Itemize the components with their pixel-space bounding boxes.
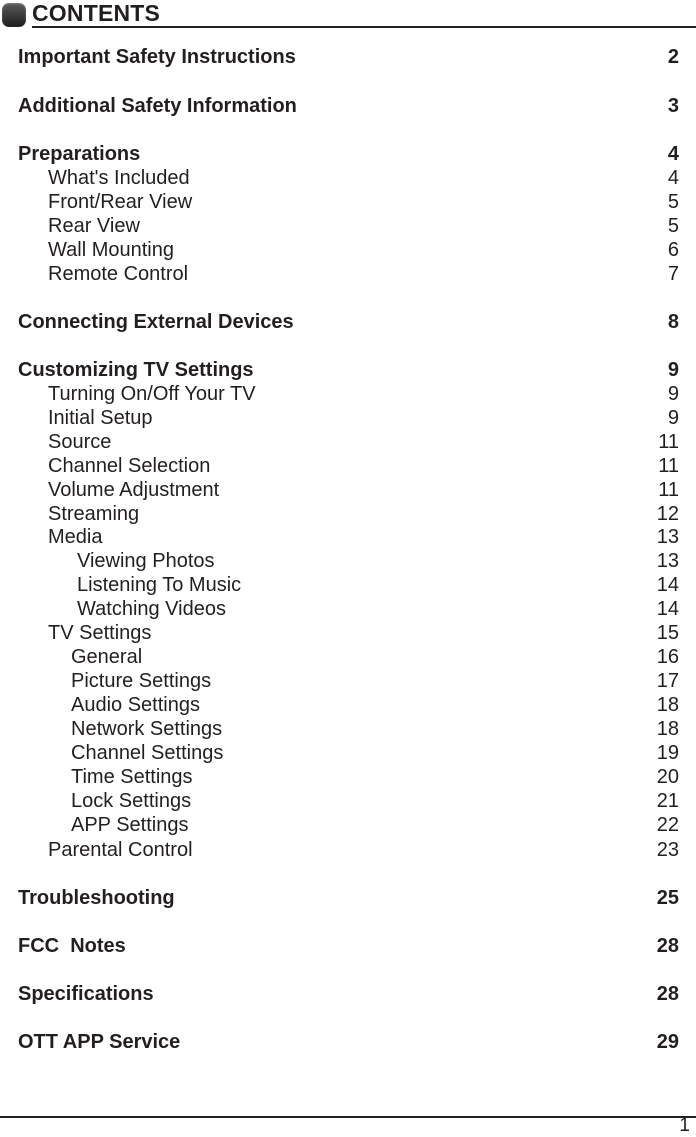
toc-entry-label: Parental Control (48, 839, 193, 861)
toc-entry-preparations[interactable] (0, 142, 696, 166)
toc-entry-ott-app-service[interactable] (0, 1030, 696, 1054)
toc-entry-label: Connecting External Devices (18, 311, 294, 333)
toc-entry-label: Remote Control (48, 263, 189, 285)
toc-entry-label: Network Settings (71, 718, 223, 740)
toc-entry-page: 14 (656, 598, 679, 620)
footer-rule (0, 1116, 696, 1118)
toc-entry-picture-settings[interactable] (0, 669, 696, 693)
toc-entry-lock-settings[interactable] (0, 789, 696, 813)
toc-entry-label: General (71, 646, 143, 668)
toc-entry-page: 15 (656, 622, 679, 644)
toc-entry-page: 9 (667, 407, 679, 429)
toc-entry-label: Watching Videos (77, 598, 226, 620)
toc-entry-important-safety-instructions[interactable] (0, 45, 696, 69)
toc-entry-label: Listening To Music (77, 574, 242, 596)
toc-entry-label: Channel Selection (48, 455, 211, 477)
toc-entry-label: Volume Adjustment (48, 479, 220, 501)
toc-entry-whats-included[interactable] (0, 166, 696, 190)
toc-entry-page: 11 (658, 455, 679, 477)
toc-entry-label: Channel Settings (71, 742, 224, 764)
toc-entry-network-settings[interactable] (0, 717, 696, 741)
toc-entry-listening-to-music[interactable] (0, 573, 696, 597)
toc-entry-page: 11 (658, 431, 679, 453)
toc-entry-page: 23 (656, 839, 679, 861)
toc-entry-label: Source (48, 431, 112, 453)
toc-entry-customizing-tv-settings[interactable] (0, 358, 696, 382)
toc-entry-page: 9 (667, 359, 679, 381)
toc-entry-label: Audio Settings (71, 694, 200, 716)
toc-entry-connecting-external-devices[interactable] (0, 310, 696, 334)
toc-entry-wall-mounting[interactable] (0, 238, 696, 262)
toc-entry-source[interactable] (0, 430, 696, 454)
toc-entry-label: Front/Rear View (48, 191, 193, 213)
page-title: CONTENTS (32, 0, 161, 26)
toc-entry-page: 17 (656, 670, 679, 692)
toc-entry-label: Picture Settings (71, 670, 212, 692)
toc-entry-label: TV Settings (48, 622, 152, 644)
toc-entry-page: 3 (667, 95, 679, 117)
toc-entry-turning-on-off[interactable] (0, 382, 696, 406)
toc-entry-media[interactable] (0, 525, 696, 549)
toc-entry-front-rear-view[interactable] (0, 190, 696, 214)
toc-entry-label: Lock Settings (71, 790, 192, 812)
toc-entry-specifications[interactable] (0, 982, 696, 1006)
toc-entry-page: 28 (656, 935, 679, 957)
toc-entry-label: Wall Mounting (48, 239, 174, 261)
toc-entry-page: 11 (658, 479, 679, 501)
toc-entry-label: Media (48, 526, 103, 548)
toc-entry-page: 9 (667, 383, 679, 405)
toc-entry-app-settings[interactable] (0, 813, 696, 837)
toc-entry-label: Time Settings (71, 766, 193, 788)
toc-entry-page: 20 (656, 766, 679, 788)
toc-entry-page: 25 (656, 887, 679, 909)
toc-entry-initial-setup[interactable] (0, 406, 696, 430)
toc-entry-audio-settings[interactable] (0, 693, 696, 717)
toc-entry-page: 2 (667, 46, 679, 68)
toc-entry-page: 7 (667, 263, 679, 285)
toc-entry-page: 6 (667, 239, 679, 261)
toc-entry-label: Important Safety Instructions (18, 46, 296, 68)
toc-entry-label: Additional Safety Information (18, 95, 297, 117)
toc-entry-general[interactable] (0, 645, 696, 669)
toc-entry-rear-view[interactable] (0, 214, 696, 238)
toc-entry-watching-videos[interactable] (0, 597, 696, 621)
toc-entry-viewing-photos[interactable] (0, 549, 696, 573)
toc-entry-page: 13 (656, 526, 679, 548)
toc-entry-remote-control[interactable] (0, 262, 696, 286)
toc-entry-page: 29 (656, 1031, 679, 1053)
toc-entry-page: 12 (656, 503, 679, 525)
toc-entry-page: 21 (656, 790, 679, 812)
toc-entry-channel-settings[interactable] (0, 741, 696, 765)
toc-entry-label: What's Included (48, 167, 190, 189)
toc-entry-page: 16 (656, 646, 679, 668)
toc-entry-tv-settings[interactable] (0, 621, 696, 645)
toc-entry-label: Specifications (18, 983, 154, 1005)
toc-entry-label: Streaming (48, 503, 140, 525)
toc-entry-page: 8 (667, 311, 679, 333)
toc-entry-page: 19 (656, 742, 679, 764)
toc-entry-label: Troubleshooting (18, 887, 175, 909)
toc-entry-page: 13 (656, 550, 679, 572)
toc-entry-parental-control[interactable] (0, 838, 696, 862)
toc-entry-page: 18 (656, 694, 679, 716)
toc-entry-time-settings[interactable] (0, 765, 696, 789)
toc-entry-channel-selection[interactable] (0, 454, 696, 478)
toc-entry-page: 28 (656, 983, 679, 1005)
toc-entry-label: APP Settings (71, 814, 189, 836)
toc-entry-troubleshooting[interactable] (0, 886, 696, 910)
toc-entry-page: 5 (667, 191, 679, 213)
toc-entry-label: Initial Setup (48, 407, 153, 429)
page-number: 1 (679, 1115, 690, 1136)
toc-entry-page: 14 (656, 574, 679, 596)
toc-entry-page: 18 (656, 718, 679, 740)
toc-entry-label: Preparations (18, 143, 141, 165)
toc-entry-fcc-notes[interactable] (0, 934, 696, 958)
toc-entry-label: Rear View (48, 215, 140, 237)
toc-entry-page: 5 (667, 215, 679, 237)
toc-entry-label: FCC Notes (18, 935, 126, 957)
toc-entry-label: Customizing TV Settings (18, 359, 254, 381)
toc-entry-label: Viewing Photos (77, 550, 215, 572)
toc-entry-page: 4 (667, 143, 679, 165)
toc-entry-volume-adjustment[interactable] (0, 478, 696, 502)
toc-entry-label: Turning On/Off Your TV (48, 383, 256, 405)
toc-entry-additional-safety-information[interactable] (0, 94, 696, 118)
toc-entry-page: 22 (656, 814, 679, 836)
toc-entry-label: OTT APP Service (18, 1031, 181, 1053)
toc-entry-page: 4 (667, 167, 679, 189)
toc-entry-streaming[interactable] (0, 502, 696, 526)
